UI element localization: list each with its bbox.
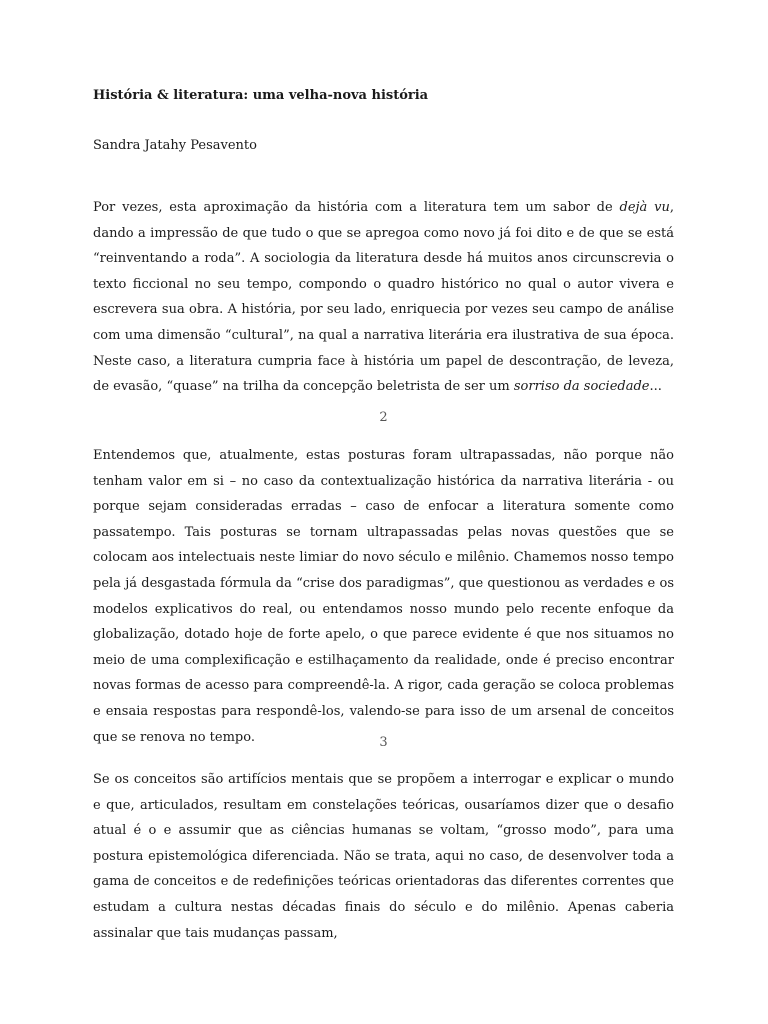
paragraph-1-text-c: ... [649, 379, 662, 395]
section-number-2: 2 [379, 410, 388, 425]
paragraph-3: Se os conceitos são artifícios mentais que se propõem a interrogar e explicar o mundo e que, articulados, resultam em constelações teóricas, ousaríamos dizer que o desafio atual é o e assumir que as ciências humanas se voltam, “grosso modo”, para uma postura epistemológica diferenciada. Não se trata, aqui no caso, de desenvolver toda a gama de conceitos e de redefinições teóricas orientadoras das diferentes correntes que estudam a cultura nestas décadas finais do século e do milênio. Apenas caberia assinalar que tais mudanças passam, [93, 772, 674, 941]
paragraph-1-text-b: , dando a impressão de que tudo o que se apregoa como novo já foi dito e de que se está “reinventando a roda”. A sociologia da literatura desde há muitos anos circunscrevia o texto ficcional no seu tempo, compondo o quadro histórico no qual o autor vivera e escrevera sua obra. A história, por seu lado, enriquecia por vezes seu campo de análise com uma dimensão “cultural”, na qual a narrativa literária era ilustrativa de sua época. Neste caso, a literatura cumpria face à história um papel de descontração, de leveza, de evasão, “quase” na trilha da concepção beletrista de ser um [93, 200, 674, 395]
paragraph-1-emphasis-sorriso: sorriso da sociedade [513, 379, 650, 395]
paragraph-1 [93, 195, 674, 400]
document-author: Sandra Jatahy Pesavento [93, 138, 257, 153]
section-number-3: 3 [379, 735, 388, 750]
paragraph-1-text-a: Por vezes, esta aproximação da história com a literatura tem um sabor de [93, 200, 620, 215]
paragraph-2: Entendemos que, atualmente, estas posturas foram ultrapassadas, não porque não tenham valor em si – no caso da contextualização histórica da narrativa literária - ou porque sejam consideradas erradas – caso de enfocar a literatura somente como passatempo. Tais posturas se tornam ultrapassadas pelas novas questões que se colocam aos intelectuais neste limiar do novo século e milênio. Chamemos nosso tempo pela já desgastada fórmula da “crise dos paradigmas”, que questionou as verdades e os modelos explicativos do real, ou entendamos nosso mundo pelo recente enfoque da globalização, dotado hoje de forte apelo, o que parece evidente é que nos situamos no meio de uma complexificação e estilhaçamento da realidade, onde é preciso encontrar novas formas de acesso para compreendê-la. A rigor, cada geração se coloca problemas e ensaia respostas para respondê-los, valendo-se para isso de um arsenal de conceitos que se renova no tempo. [93, 448, 674, 745]
paragraph-1-emphasis-deja-vu: dejà vu [619, 200, 670, 215]
document-title: História & literatura: uma velha-nova história [93, 88, 429, 103]
